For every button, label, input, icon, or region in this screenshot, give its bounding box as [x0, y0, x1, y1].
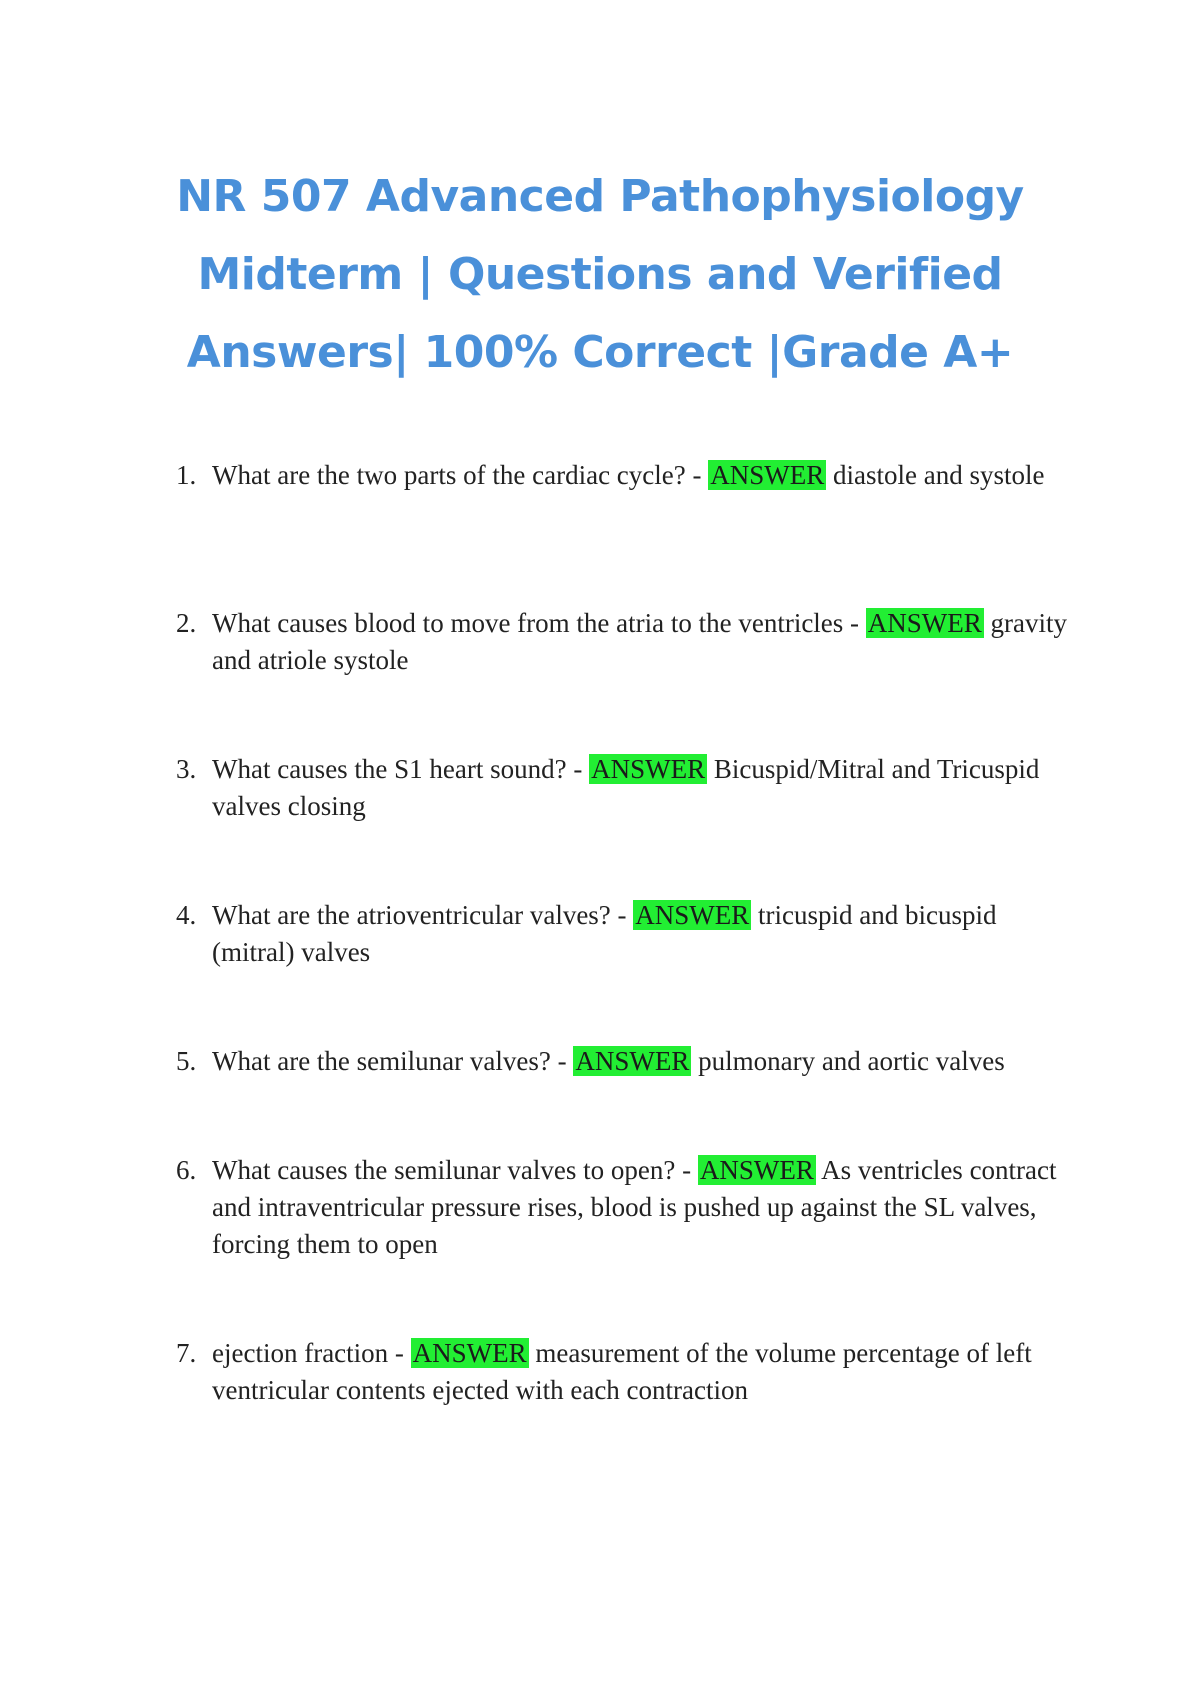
answer-text: gravity and atriole systole — [212, 608, 1068, 675]
answer-highlight: ANSWER — [412, 1338, 527, 1368]
answer-text: As ventricles contract and intraventricular pressure rises, blood is pushed up against the SL valves, forcing them to open — [212, 1155, 1057, 1259]
answer-text: Bicuspid/Mitral and Tricuspid valves closing — [212, 754, 1040, 821]
question-number: 6. — [176, 1155, 197, 1185]
answer-highlight: ANSWER — [710, 460, 825, 490]
question-number: 2. — [176, 608, 197, 638]
question-body — [212, 1043, 1076, 1080]
question-item — [176, 897, 1076, 971]
answer-text: measurement of the volume percentage of left ventricular contents ejected with each contraction — [212, 1338, 1032, 1405]
question-item — [176, 1335, 1076, 1409]
question-item — [176, 1152, 1076, 1263]
answer-highlight: ANSWER — [575, 1046, 690, 1076]
question-body — [212, 605, 1076, 679]
question-item — [176, 605, 1076, 679]
question-item — [176, 751, 1076, 825]
question-text: What causes blood to move from the atria to the ventricles - — [212, 608, 866, 638]
question-text: ejection fraction - — [212, 1338, 411, 1368]
question-text: What causes the semilunar valves to open? - — [212, 1155, 698, 1185]
answer-highlight: ANSWER — [591, 754, 706, 784]
answer-highlight: ANSWER — [867, 608, 982, 638]
question-number: 4. — [176, 900, 197, 930]
question-body — [212, 1152, 1076, 1263]
answer-highlight: ANSWER — [635, 900, 750, 930]
question-body — [212, 751, 1076, 825]
title-line: Answers| 100% Correct |Grade A+ — [186, 327, 1014, 378]
title-line: NR 507 Advanced Pathophysiology — [176, 171, 1024, 222]
question-text: What are the two parts of the cardiac cycle? - — [212, 460, 709, 490]
question-text: What causes the S1 heart sound? - — [212, 754, 590, 784]
title-line: Midterm | Questions and Verified — [197, 249, 1003, 300]
answer-text: tricuspid and bicuspid (mitral) valves — [212, 900, 997, 967]
answer-highlight: ANSWER — [699, 1155, 814, 1185]
question-body — [212, 1335, 1076, 1409]
question-body — [212, 897, 1076, 971]
question-text: What are the semilunar valves? - — [212, 1046, 574, 1076]
question-body — [212, 457, 1076, 494]
question-item — [176, 1043, 1076, 1080]
answer-text: diastole and systole — [826, 460, 1045, 490]
question-number: 7. — [176, 1338, 197, 1368]
question-number: 3. — [176, 754, 197, 784]
question-item — [176, 457, 1076, 494]
answer-text: pulmonary and aortic valves — [691, 1046, 1005, 1076]
question-number: 1. — [176, 460, 197, 490]
question-text: What are the atrioventricular valves? - — [212, 900, 634, 930]
question-number: 5. — [176, 1046, 197, 1076]
